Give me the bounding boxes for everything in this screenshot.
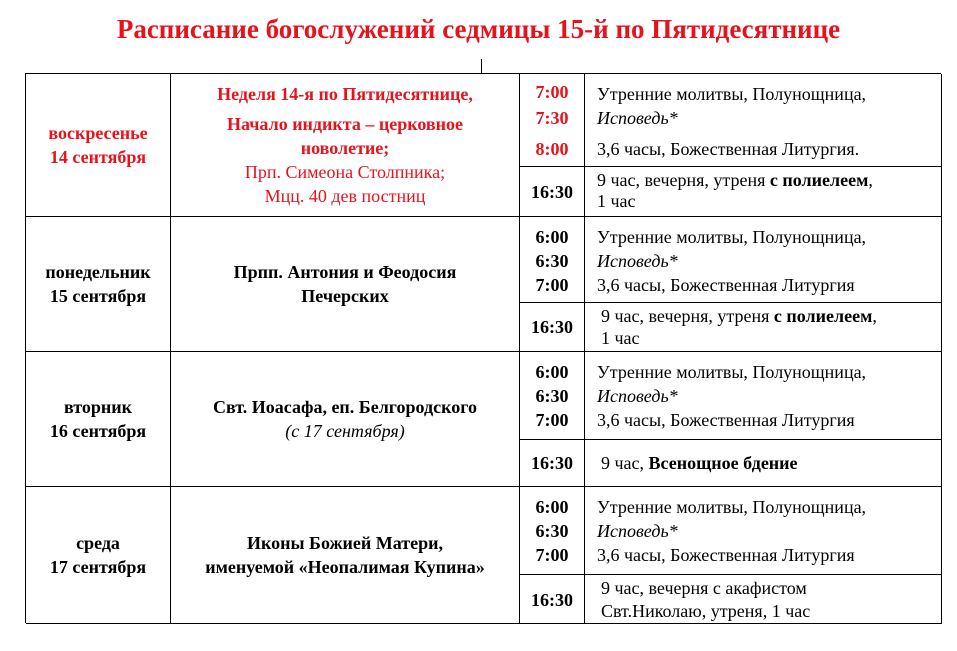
weekday: понедельник — [45, 262, 151, 282]
divider — [481, 59, 482, 73]
service-line: Исповедь* — [597, 386, 678, 406]
time: 16:30 — [531, 317, 573, 337]
day-cell-monday — [26, 217, 171, 352]
evening-time — [520, 303, 585, 352]
feast-cell — [171, 74, 520, 217]
service-line: Утренние молитвы, Полунощница, — [597, 497, 867, 517]
morning-times — [520, 217, 585, 303]
time: 16:30 — [531, 182, 573, 202]
day-cell-tuesday — [26, 352, 171, 487]
date: 17 сентября — [49, 557, 147, 577]
time: 6:30 — [535, 251, 569, 271]
feast-cell — [171, 487, 520, 624]
morning-times — [520, 74, 585, 167]
date: 16 сентября — [49, 421, 147, 441]
morning-services — [585, 487, 942, 575]
evening-services — [585, 440, 942, 487]
feast-line: Прп. Симеона Столпника; — [244, 162, 446, 182]
service-line: Утренние молитвы, Полунощница, — [597, 362, 867, 382]
feast-line: Иконы Божией Матери, — [246, 533, 444, 553]
evening-time — [520, 440, 585, 487]
evening-services — [585, 167, 942, 217]
time: 7:30 — [535, 108, 569, 128]
schedule-table — [25, 73, 941, 623]
feast-cell — [171, 217, 520, 352]
weekday: воскресенье — [48, 123, 148, 143]
feast-line: Мцц. 40 дев постниц — [264, 186, 426, 206]
feast-line: новолетие; — [300, 138, 390, 158]
service-line: 9 час, вечерня, утреня с полиелеем, — [601, 306, 877, 326]
time: 7:00 — [535, 82, 569, 102]
weekday: среда — [76, 533, 120, 553]
page-title: Расписание богослужений седмицы 15-й по Пятидесятнице — [116, 14, 841, 44]
evening-time — [520, 575, 585, 624]
feast-line: Свт. Иоасафа, еп. Белгородского — [213, 397, 477, 417]
time: 7:00 — [535, 410, 569, 430]
evening-services — [585, 575, 942, 624]
feast-line: Прпп. Антония и Феодосия — [233, 262, 457, 282]
morning-times — [520, 487, 585, 575]
time: 6:00 — [535, 362, 569, 382]
feast-line: (с 17 сентября) — [285, 421, 405, 441]
service-line: 1 час — [597, 191, 636, 211]
morning-services — [585, 352, 942, 440]
day-cell-sunday — [26, 74, 171, 217]
service-line: Исповедь* — [597, 521, 678, 541]
service-line: 3,6 часы, Божественная Литургия — [597, 275, 855, 295]
day-cell-wednesday — [26, 487, 171, 624]
service-line: Утренние молитвы, Полунощница, — [597, 227, 867, 247]
service-line: 9 час, вечерня с акафистом — [601, 578, 807, 598]
time: 6:30 — [535, 386, 569, 406]
feast-line: Начало индикта – церковное — [227, 114, 463, 134]
service-line: 3,6 часы, Божественная Литургия — [597, 410, 855, 430]
feast-line: Печерских — [301, 286, 389, 306]
time: 16:30 — [531, 590, 573, 610]
time: 7:00 — [535, 275, 569, 295]
time: 7:00 — [535, 545, 569, 565]
weekday: вторник — [63, 397, 132, 417]
morning-services — [585, 74, 942, 167]
morning-services — [585, 217, 942, 303]
feast-line: Неделя 14-я по Пятидесятнице, — [217, 84, 473, 104]
date: 15 сентября — [49, 286, 147, 306]
morning-times — [520, 352, 585, 440]
service-line: 9 час, вечерня, утреня с полиелеем, — [597, 170, 873, 190]
feast-cell — [171, 352, 520, 487]
time: 6:30 — [535, 521, 569, 541]
time: 6:00 — [535, 227, 569, 247]
time: 16:30 — [531, 453, 573, 473]
service-line: Исповедь* — [597, 108, 678, 128]
service-line: 3,6 часы, Божественная Литургия. — [597, 139, 860, 159]
evening-services — [585, 303, 942, 352]
service-line: Исповедь* — [597, 251, 678, 271]
time: 6:00 — [535, 497, 569, 517]
date: 14 сентября — [49, 147, 147, 167]
feast-line: именуемой «Неопалимая Купина» — [205, 557, 485, 577]
service-line: 1 час — [601, 328, 640, 348]
service-line: 9 час, Всенощное бдение — [601, 453, 798, 473]
service-line: 3,6 часы, Божественная Литургия — [597, 545, 855, 565]
service-line: Утренние молитвы, Полунощница, — [597, 84, 867, 104]
time: 8:00 — [535, 139, 569, 159]
service-line: Свт.Николаю, утреня, 1 час — [601, 601, 811, 621]
evening-time — [520, 167, 585, 217]
